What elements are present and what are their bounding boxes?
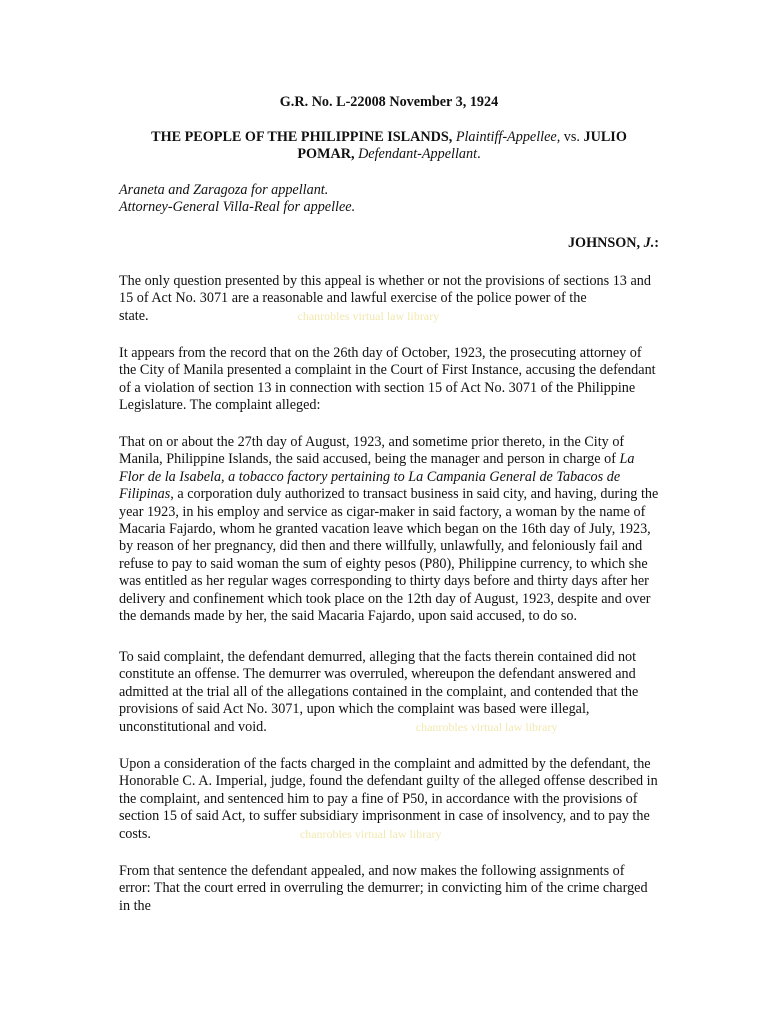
gr-number-heading: G.R. No. L-22008 November 3, 1924: [279, 94, 499, 110]
ponente: JOHNSON, J.:: [567, 235, 659, 251]
plaintiff-role: Plaintiff-Appellee: [455, 129, 557, 145]
watermark-chanrobles: chanrobles virtual law library: [297, 308, 440, 323]
watermark-chanrobles: chanrobles virtual law library: [415, 719, 558, 734]
paragraph-1: The only question presented by this appeal is whether or not the provisions of sections 13 and 15 of Act No. 3071 are a reasonable and lawful exercise of the police power of the state. chanrobles virtual law library: [119, 273, 651, 324]
paragraph-2: It appears from the record that on the 26th day of October, 1923, the prosecuting attorney of the City of Manila presented a complaint in the Court of First Instance, accusing the defendant of a violation of section 13 in connection with section 15 of Act No. 3071 of the Philippine Legislature. The complaint alleged:: [119, 345, 656, 414]
defendant-name-first: JULIO: [583, 129, 627, 145]
counsel-appellant: Araneta and Zaragoza for appellant.: [119, 182, 329, 198]
paragraph-6: From that sentence the defendant appealed, and now makes the following assignments of error: That the court erred in overruling the demurrer; in convicting him of the crime charged in the: [119, 863, 648, 914]
defendant-name-last: POMAR,: [297, 146, 355, 163]
plaintiff-name: THE PEOPLE OF THE PHILIPPINE ISLANDS,: [151, 129, 453, 145]
paragraph-4: To said complaint, the defendant demurred, alleging that the facts therein contained did not constitute an offense. The demurrer was overruled, whereupon the defendant answered and admitted at the trial all of the allegations contained in the complaint, and contended that the provisions of said Act No. 3071, upon which the complaint was based were illegal, unconstitutional and void. chanrobles virtual law library: [119, 649, 639, 735]
defendant-role: Defendant-Appellant: [358, 146, 478, 163]
versus: , vs.: [556, 129, 584, 145]
counsel-block: [119, 182, 659, 217]
watermark-chanrobles: chanrobles virtual law library: [299, 826, 442, 841]
factory-name: La Flor de la Isabela, a tobacco factory pertaining to La Campania General de Tabacos de Filipinas: [119, 451, 635, 503]
paragraph-5: Upon a consideration of the facts charged in the complaint and admitted by the defendant, the Honorable C. A. Imperial, judge, found the defendant guilty of the alleged offense described in the complaint, and sentenced him to pay a fine of P50, in accordance with the provisions of section 15 of said Act, to suffer subsidiary imprisonment in case of insolvency, and to pay the costs. chanrobles virtual law library: [119, 756, 658, 842]
case-caption: THE PEOPLE OF THE PHILIPPINE ISLANDS, Plaintiff-Appellee, vs. JULIO POMAR, Defendant-Appellant.: [151, 129, 627, 163]
counsel-appellee: Attorney-General Villa-Real for appellee.: [119, 199, 356, 216]
paragraph-3: That on or about the 27th day of August, 1923, and sometime prior thereto, in the City of Manila, Philippine Islands, the said accused, being the manager and person in charge of La Flor de la Isabela, a tobacco factory pertaining to La Campania General de Tabacos de Filipinas, a corporation duly authorized to transact business in said city, and having, during the year 1923, in his employ and service as cigar-maker in said factory, a woman by the name of Macaria Fajardo, whom he granted vacation leave which began on the 16th day of July, 1923, by reason of her pregnancy, did then and there willfully, unlawfully, and feloniously fail and refuse to pay to said woman the sum of eighty pesos (P80), Philippine currency, to which she was entitled as her regular wages corresponding to thirty days before and thirty days after her delivery and confinement which took place on the 12th day of August, 1923, despite and over the demands made by her, the said Macaria Fajardo, upon said accused, to do so.: [119, 434, 659, 625]
